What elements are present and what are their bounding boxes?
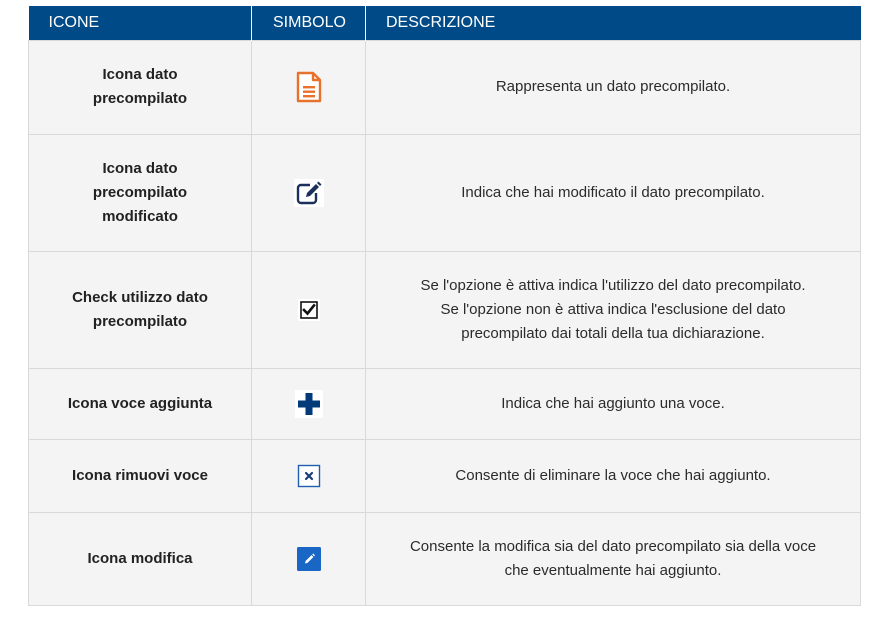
row-symbol <box>252 40 366 134</box>
row-description <box>366 251 861 368</box>
row-description <box>366 40 861 134</box>
header-icons: ICONE <box>29 6 252 40</box>
description-line: Indica che hai aggiunto una voce. <box>501 394 725 412</box>
table-header <box>29 6 861 40</box>
icons-legend-table <box>28 6 861 606</box>
row-name: Icona modifica <box>29 512 252 605</box>
table-row <box>29 251 861 368</box>
description-line: Se l'opzione non è attiva indica l'esclusione del dato <box>440 300 786 318</box>
table-body <box>29 40 861 605</box>
table-row <box>29 134 861 251</box>
description-line: precompilato dai totali della tua dichiarazione. <box>461 324 765 342</box>
row-description <box>366 368 861 439</box>
row-name: Check utilizzo dato precompilato <box>29 251 252 368</box>
row-description <box>366 134 861 251</box>
header-symbol: SIMBOLO <box>252 6 366 40</box>
table-row <box>29 512 861 605</box>
row-description <box>366 439 861 512</box>
description-line: che eventualmente hai aggiunto. <box>504 561 722 579</box>
header-row <box>29 6 861 40</box>
description-line: Consente la modifica sia del dato precompilato sia della voce <box>409 537 817 555</box>
row-symbol <box>252 368 366 439</box>
edit-icon <box>294 179 324 207</box>
row-name: Icona rimuovi voce <box>29 439 252 512</box>
description-line: Consente di eliminare la voce che hai aggiunto. <box>455 466 771 484</box>
row-symbol <box>252 251 366 368</box>
row-symbol <box>252 134 366 251</box>
row-name: Icona voce aggiunta <box>29 368 252 439</box>
checkbox-checked-icon <box>298 299 320 321</box>
row-symbol <box>252 512 366 605</box>
pencil-button-icon <box>297 547 321 571</box>
remove-icon <box>297 464 321 488</box>
table-row <box>29 439 861 512</box>
header-description: DESCRIZIONE <box>366 6 861 40</box>
row-name: Icona dato precompilato <box>29 40 252 134</box>
row-name: Icona dato precompilato modificato <box>29 134 252 251</box>
document-icon <box>295 71 323 103</box>
table-row <box>29 40 861 134</box>
row-symbol <box>252 439 366 512</box>
description-line: Se l'opzione è attiva indica l'utilizzo del dato precompilato. <box>420 276 806 294</box>
table-row <box>29 368 861 439</box>
row-description <box>366 512 861 605</box>
description-line: Rappresenta un dato precompilato. <box>495 78 731 95</box>
plus-icon <box>295 390 323 418</box>
description-line: Indica che hai modificato il dato precompilato. <box>461 183 765 201</box>
